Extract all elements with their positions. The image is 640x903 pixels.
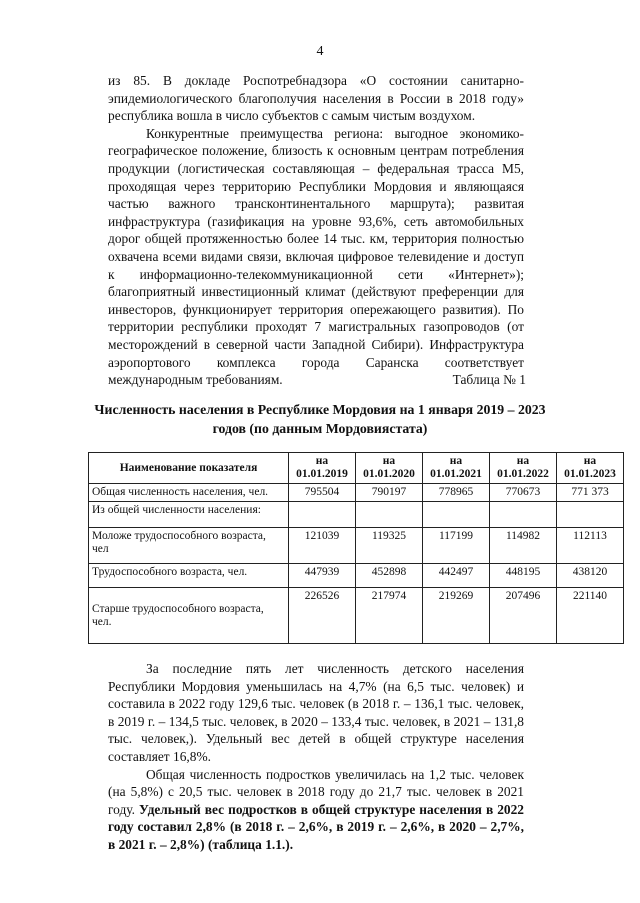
cell-value: 226526	[289, 588, 356, 644]
paragraph-children-population: За последние пять лет численность детского населения Республики Мордовия уменьшилась на 4,7% (на 6,5 тыс. человек) и составила в 2022 году 129,6 тыс. человек (в 2018 г. – 136,1 тыс. человек, в 2019 г. – 134,5 тыс. человек, в 2020 – 133,4 тыс. человек, в 2021 – 131,8 тыс. человек,). Удельный вес детей в общей структуре населения составляет 16,8%.	[108, 661, 524, 764]
row-label: Общая численность населения, чел.	[89, 484, 289, 502]
table-title: Численность населения в Республике Мордовия на 1 января 2019 – 2023 годов (по данным Мордовиястата)	[94, 402, 546, 436]
table-row	[89, 484, 624, 502]
paragraph-teenagers	[108, 766, 524, 854]
cell-value: 117199	[423, 528, 490, 564]
table-row	[89, 502, 624, 528]
paragraph-air-quality: из 85. В докладе Роспотребнадзора «О состоянии санитарно-эпидемиологического благополучия населения в России в 2018 году» республика вошла в число субъектов с самым чистым воздухом.	[108, 73, 524, 124]
demographics-text-block	[108, 660, 524, 854]
cell-value	[557, 502, 624, 528]
cell-value: 221140	[557, 588, 624, 644]
cell-value: 438120	[557, 564, 624, 588]
row-label: Старше трудоспособного возраста, чел.	[89, 588, 289, 644]
header-indicator-name: Наименование показателя	[89, 453, 289, 484]
cell-value: 771 373	[557, 484, 624, 502]
cell-value: 219269	[423, 588, 490, 644]
header-date-col: на 01.01.2019	[289, 453, 356, 484]
table-row	[89, 528, 624, 564]
table-label: Таблица № 1	[452, 372, 526, 387]
teenagers-regular-text: Общая численность подростков увеличилась на 1,2 тыс. человек (на 5,8%) с 20,5 тыс. человек в 2018 году до 21,7 тыс. человек в 2021 году.	[108, 766, 524, 817]
cell-value	[289, 502, 356, 528]
page-number: 4	[316, 44, 324, 59]
cell-value: 790197	[356, 484, 423, 502]
cell-value: 447939	[289, 564, 356, 588]
cell-value: 207496	[490, 588, 557, 644]
row-label: Трудоспособного возраста, чел.	[89, 564, 289, 588]
population-table	[88, 452, 624, 644]
cell-value: 442497	[423, 564, 490, 588]
header-date-col: на 01.01.2022	[490, 453, 557, 484]
table-header-row	[89, 453, 624, 484]
cell-value: 119325	[356, 528, 423, 564]
cell-value: 121039	[289, 528, 356, 564]
cell-value: 448195	[490, 564, 557, 588]
cell-value	[356, 502, 423, 528]
cell-value: 770673	[490, 484, 557, 502]
row-label: Моложе трудоспособного возраста, чел	[89, 528, 289, 564]
cell-value: 112113	[557, 528, 624, 564]
table-row	[89, 588, 624, 644]
table-row	[89, 564, 624, 588]
teenagers-bold-text: Удельный вес подростков в общей структуре населения в 2022 году составил 2,8% (в 2018 г. – 2,6%, в 2019 г. – 2,6%, в 2020 – 2,7%, в 2021 г. – 2,8%) (таблица 1.1.).	[108, 801, 524, 852]
header-date-col: на 01.01.2020	[356, 453, 423, 484]
cell-value	[423, 502, 490, 528]
cell-value: 778965	[423, 484, 490, 502]
row-label: Из общей численности населения:	[89, 502, 289, 528]
header-date-col: на 01.01.2023	[557, 453, 624, 484]
cell-value: 452898	[356, 564, 423, 588]
cell-value: 795504	[289, 484, 356, 502]
intro-text-block	[108, 72, 524, 389]
cell-value: 114982	[490, 528, 557, 564]
header-date-col: на 01.01.2021	[423, 453, 490, 484]
paragraph-competitive-advantages: Конкурентные преимущества региона: выгодное экономико-географическое положение, близость к основным центрам потребления продукции (логистическая составляющая – федеральная трасса М5, проходящая через территорию Республики Мордовия и являющаяся частью важного трансконтинентального маршрута); развитая инфраструктура (газификация на уровне 93,6%, сеть автомобильных дорог общей протяженностью более 14 тыс. км, территория полностью охвачена всеми видами связи, включая цифровое телевидение и доступ к информационно-телекоммуникационной сети «Интернет»); благоприятный инвестиционный климат (действуют преференции для инвесторов, функционирует территория опережающего развития). По территории республики проходят 7 магистральных газопроводов (от месторождений в северной части Западной Сибири). Инфраструктура аэропортового комплекса города Саранска соответствует международным требованиям.	[108, 125, 524, 388]
cell-value	[490, 502, 557, 528]
cell-value: 217974	[356, 588, 423, 644]
